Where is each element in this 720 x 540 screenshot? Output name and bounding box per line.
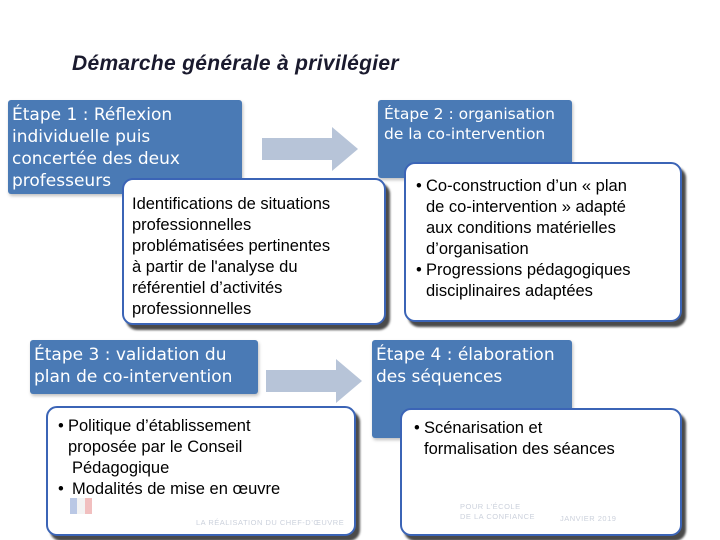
arrow-right-icon bbox=[266, 356, 366, 406]
step-1-card-line: référentiel d’activités bbox=[132, 279, 283, 297]
bullet-line: • Scénarisation et bbox=[424, 419, 543, 437]
bullet-line: proposée par le Conseil bbox=[68, 438, 243, 456]
step-2-bullet bbox=[416, 260, 672, 302]
step-1-card bbox=[122, 178, 386, 325]
step-4-header-line: des séquences bbox=[376, 367, 503, 387]
bullet-line: Pédagogique bbox=[72, 459, 170, 477]
step-4-header-line: Étape 4 : élaboration bbox=[376, 345, 555, 365]
footer-date: JANVIER 2019 bbox=[560, 514, 617, 523]
step-3-bullet bbox=[58, 479, 346, 500]
step-1-card-line: à partir de l'analyse du bbox=[132, 258, 298, 276]
step-3-header-line: Étape 3 : validation du bbox=[34, 345, 227, 365]
step-1-header-line: professeurs bbox=[12, 171, 112, 191]
bullet-line: formalisation des séances bbox=[424, 440, 615, 458]
step-1-card-line: professionnelles bbox=[132, 300, 252, 318]
bullet-line: • Modalités de mise en œuvre bbox=[72, 480, 281, 498]
step-3-header bbox=[30, 340, 258, 394]
bullet-line: • Co-construction d’un « plan bbox=[426, 177, 627, 195]
bullet-line: d’organisation bbox=[426, 240, 529, 258]
bullet-line: • Progressions pédagogiques bbox=[426, 261, 631, 279]
step-1-card-line: Identifications de situations bbox=[132, 195, 331, 213]
step-2-bullet bbox=[416, 176, 672, 260]
step-1-header-line: Étape 1 : Réflexion bbox=[12, 105, 173, 125]
arrow-right-icon bbox=[262, 124, 362, 174]
step-1-header-line: individuelle puis bbox=[12, 127, 151, 147]
footer-ecole-line: POUR L’ÉCOLE bbox=[460, 502, 521, 511]
step-4-bullet bbox=[414, 418, 672, 460]
footer-ecole bbox=[460, 502, 535, 522]
step-2-header-line: de la co-intervention bbox=[384, 125, 546, 143]
footer-realisation: LA RÉALISATION DU CHEF-D’ŒUVRE bbox=[196, 518, 345, 527]
step-1-card-line: problématisées pertinentes bbox=[132, 237, 331, 255]
footer-ecole-line: DE LA CONFIANCE bbox=[460, 512, 536, 521]
step-2-card bbox=[404, 162, 682, 322]
step-1-card-line: professionnelles bbox=[132, 216, 252, 234]
ministry-logo bbox=[70, 498, 180, 526]
step-3-card bbox=[46, 406, 356, 536]
step-3-bullet bbox=[58, 416, 346, 479]
bullet-line: • Politique d’établissement bbox=[68, 417, 251, 435]
step-2-header-line: Étape 2 : organisation bbox=[384, 105, 555, 123]
bullet-line: disciplinaires adaptées bbox=[426, 282, 593, 300]
step-1-header-line: concertée des deux bbox=[12, 149, 180, 169]
bullet-line: aux conditions matérielles bbox=[426, 219, 616, 237]
step-4-card bbox=[400, 408, 682, 536]
page-title: Démarche générale à privilégier bbox=[72, 52, 399, 75]
bullet-line: de co-intervention » adapté bbox=[426, 198, 626, 216]
step-3-header-line: plan de co-intervention bbox=[34, 367, 233, 387]
